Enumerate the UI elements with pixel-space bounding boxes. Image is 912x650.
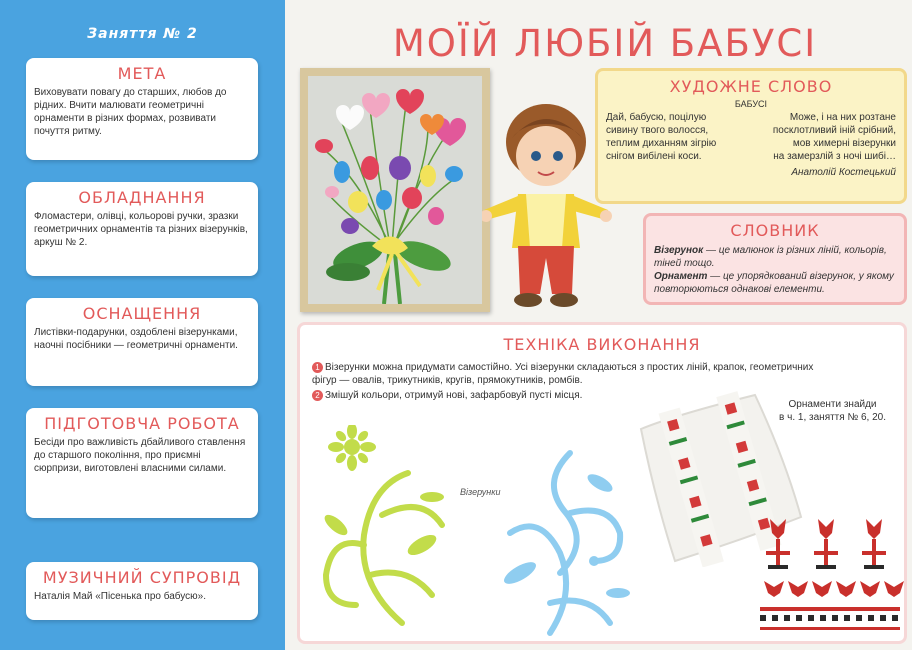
- poem-author: Анатолій Костецький: [791, 167, 896, 178]
- goal-title: МЕТА: [117, 64, 167, 83]
- dictionary-term: Орнамент: [654, 271, 708, 282]
- dictionary-definition: — це упорядкований візерунок, у якому повторюються однакові елементи.: [654, 271, 894, 295]
- bouquet-illustration: [308, 76, 482, 304]
- poem-line: на замерзлій з ночі шибі…: [773, 151, 896, 162]
- artistic-word-box: [595, 68, 907, 204]
- equipment-title: ОБЛАДНАННЯ: [78, 188, 206, 207]
- step-number-badge: 2: [312, 390, 323, 401]
- dictionary-box: [643, 213, 907, 305]
- step-text: Змішуй кольори, отримуй нові, зафарбовуй пусті місця.: [325, 390, 583, 401]
- ornaments-reference-line: в ч. 1, заняття № 6, 20.: [779, 412, 886, 423]
- dictionary-entry: [654, 244, 896, 270]
- technique-step: [312, 361, 832, 387]
- dictionary-entry: [654, 270, 896, 296]
- poem-line: сивину твого волосся,: [606, 125, 709, 136]
- poem-line: Може, і на них розтане: [789, 112, 896, 123]
- poem-line: Дай, бабусю, поцілую: [606, 112, 707, 123]
- supplies-card: [26, 298, 258, 386]
- bouquet-picture: [300, 68, 490, 312]
- blue-swirl-pattern: [490, 443, 640, 643]
- poem-line: посклотливий іній срібний,: [772, 125, 896, 136]
- poem-line: снігом вибілені коси.: [606, 151, 702, 162]
- technique-box: [297, 322, 907, 644]
- preparation-card: [26, 408, 258, 518]
- ornaments-reference-line: Орнаменти знайди: [788, 399, 877, 410]
- technique-title: ТЕХНІКА ВИКОНАННЯ: [503, 335, 701, 354]
- boy-illustration: [482, 98, 612, 312]
- poem-title: БАБУСІ: [734, 99, 768, 109]
- goal-card: [26, 58, 258, 160]
- step-text: Візерунки можна придумати самостійно. Усі візерунки складаються з простих ліній, крапок, геометричних фігур — овалів, трикутників, кругів, прямокутників, ромбів.: [312, 362, 814, 386]
- green-swirl-pattern: [312, 425, 462, 635]
- poem-right-column: [773, 111, 896, 163]
- equipment-card: [26, 182, 258, 276]
- poem-line: мов химерні візерунки: [792, 138, 896, 149]
- step-number-badge: 1: [312, 362, 323, 373]
- dictionary-term: Візерунок: [654, 245, 704, 256]
- music-title: МУЗИЧНИЙ СУПРОВІД: [42, 568, 242, 587]
- page-title: МОЇЙ ЛЮБІЙ БАБУСІ: [392, 22, 818, 65]
- lesson-number: Заняття № 2: [87, 26, 198, 42]
- dictionary-definition: — це малюнок із різних ліній, кольорів, тіней тощо.: [654, 245, 887, 269]
- patterns-label: Візерунки: [460, 487, 501, 497]
- poem-line: теплим диханням зігрію: [606, 138, 717, 149]
- preparation-title: ПІДГОТОВЧА РОБОТА: [44, 414, 240, 433]
- music-text: Наталія Май «Пісенька про бабусю».: [34, 591, 207, 602]
- preparation-text: Бесіди про важливість дбайливого ставлення до старшого покоління, про приємні сюрпризи, виготовлені власними силами.: [34, 437, 246, 474]
- poem-left-column: [606, 111, 716, 163]
- embroidery-ornament-samples: [756, 511, 906, 641]
- goal-text: Виховувати повагу до старших, любов до рідних. Вчити малювати геометричні орнаменти в різних формах, розвивати почуття ритму.: [34, 87, 227, 137]
- artistic-word-title: ХУДОЖНЕ СЛОВО: [669, 77, 833, 96]
- supplies-title: ОСНАЩЕННЯ: [82, 304, 202, 323]
- sidebar: [0, 0, 285, 650]
- supplies-text: Листівки-подарунки, оздоблені візерунками, наочні посібники — геометричні орнаменти.: [34, 327, 238, 351]
- music-card: [26, 562, 258, 620]
- poem-columns: [606, 111, 896, 163]
- equipment-text: Фломастери, олівці, кольорові ручки, зразки геометричних орнаментів та різних візерунків, аркуш № 2.: [34, 211, 248, 248]
- dictionary-title: СЛОВНИК: [730, 221, 820, 240]
